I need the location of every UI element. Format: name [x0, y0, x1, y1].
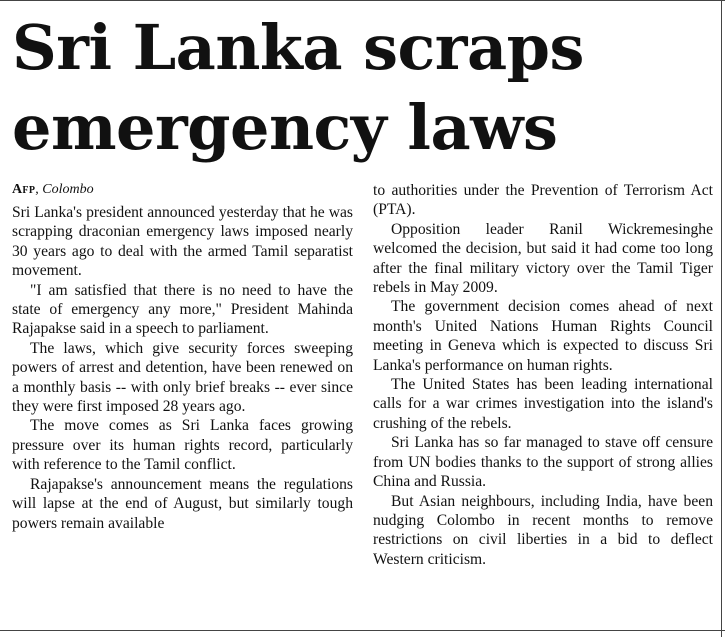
byline — [12, 181, 353, 199]
headline-line-2: emergency laws — [12, 91, 558, 164]
paragraph: The United States has been leading international calls for a war crimes investigation into the island's crushing of the rebels. — [373, 376, 713, 432]
paragraph: "I am satisfied that there is no need to have the state of emergency any more," President Mahinda Rajapakse said in a speech to parliament. — [12, 281, 353, 338]
headline-line-1: Sri Lanka scraps — [12, 11, 584, 84]
bottom-border — [0, 630, 725, 631]
paragraph: But Asian neighbours, including India, have been nudging Colombo in recent months to remove restrictions on civil liberties in a bid to deflect Western criticism. — [373, 492, 713, 568]
article-column-left — [12, 181, 353, 533]
right-border — [721, 0, 722, 637]
paragraph: Sri Lanka has so far managed to stave off censure from UN bodies thanks to the support of strong allies China and Russia. — [373, 434, 713, 491]
paragraph: Opposition leader Ranil Wickremesinghe welcomed the decision, but said it had come too long after the final military victory over the Tamil Tiger rebels in May 2009. — [373, 220, 713, 297]
byline-separator: , — [35, 182, 43, 197]
paragraph: The government decision comes ahead of next month's United Nations Human Rights Council meeting in Geneva which is expected to discuss Sri Lanka's performance on human rights. — [373, 298, 713, 374]
paragraph: The laws, which give security forces sweeping powers of arrest and detention, have been renewed on a monthly basis -- with only brief breaks -- ever since they were first imposed 28 years ago. — [12, 339, 353, 416]
article-column-right — [373, 181, 713, 569]
paragraph: Sri Lanka's president announced yesterday that he was scrapping draconian emergency laws imposed nearly 30 years ago to deal with the armed Tamil separatist movement. — [12, 204, 353, 280]
headline — [12, 8, 712, 168]
paragraph: Rajapakse's announcement means the regulations will lapse at the end of August, but similarly tough powers remain available — [12, 475, 353, 532]
byline-place: Colombo — [42, 182, 94, 197]
paragraph: The move comes as Sri Lanka faces growing pressure over its human rights record, particularly with reference to the Tamil conflict. — [12, 417, 353, 474]
paragraph-continued: to authorities under the Prevention of Terrorism Act (PTA). — [373, 182, 713, 219]
top-border — [0, 0, 725, 1]
byline-agency: Afp — [12, 182, 36, 197]
